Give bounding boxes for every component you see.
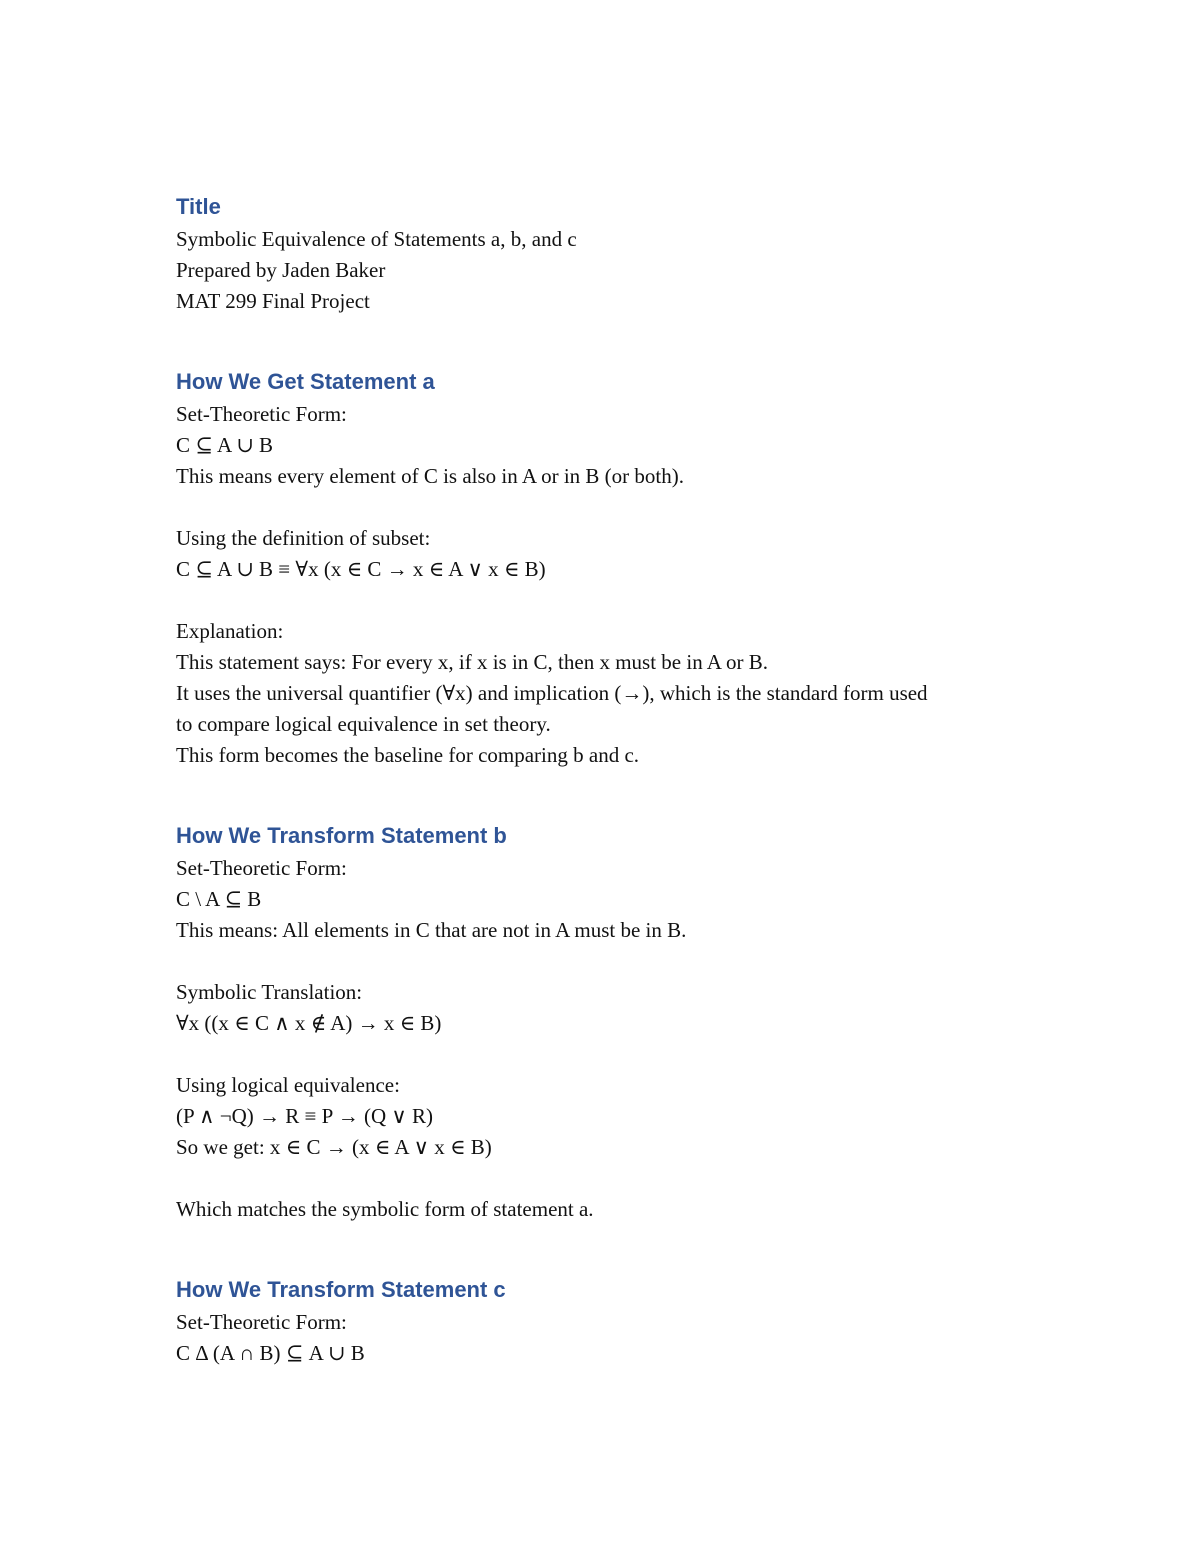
statement-a-line: C ⊆ A ∪ B bbox=[176, 433, 274, 457]
document-page bbox=[176, 190, 1056, 1369]
statement-b-line: Symbolic Translation: bbox=[176, 980, 363, 1004]
statement-a-line: This means every element of C is also in A or in B (or both). bbox=[176, 464, 684, 488]
blank-line bbox=[176, 1163, 1056, 1194]
blank-line bbox=[176, 585, 1056, 616]
document-title: Symbolic Equivalence of Statements a, b, and c bbox=[176, 227, 577, 251]
statement-b-line: Set-Theoretic Form: bbox=[176, 856, 347, 880]
title-heading: Title bbox=[176, 194, 221, 219]
statement-a-line: C ⊆ A ∪ B ≡ ∀x (x ∈ C → x ∈ A ∨ x ∈ B) bbox=[176, 557, 546, 581]
statement-a-line: Using the definition of subset: bbox=[176, 526, 431, 550]
statement-b-line: (P ∧ ¬Q) → R ≡ P → (Q ∨ R) bbox=[176, 1104, 434, 1128]
author-line: Prepared by Jaden Baker bbox=[176, 258, 386, 282]
statement-c-section bbox=[176, 1273, 1056, 1369]
statement-a-line: Explanation: bbox=[176, 619, 284, 643]
statement-c-heading: How We Transform Statement c bbox=[176, 1277, 506, 1302]
statement-a-section bbox=[176, 365, 1056, 771]
statement-c-line: C Δ (A ∩ B) ⊆ A ∪ B bbox=[176, 1341, 365, 1365]
statement-b-section bbox=[176, 819, 1056, 1225]
statement-a-line: It uses the universal quantifier (∀x) and implication (→), which is the standard form used bbox=[176, 681, 928, 705]
course-line: MAT 299 Final Project bbox=[176, 289, 370, 313]
statement-a-line: This form becomes the baseline for comparing b and c. bbox=[176, 743, 640, 767]
blank-line bbox=[176, 492, 1056, 523]
statement-b-line: So we get: x ∈ C → (x ∈ A ∨ x ∈ B) bbox=[176, 1135, 492, 1159]
section-spacer bbox=[176, 1225, 1056, 1273]
statement-b-line: This means: All elements in C that are not in A must be in B. bbox=[176, 918, 687, 942]
statement-b-line: Which matches the symbolic form of statement a. bbox=[176, 1197, 594, 1221]
statement-a-line: to compare logical equivalence in set theory. bbox=[176, 712, 551, 736]
statement-b-line: ∀x ((x ∈ C ∧ x ∉ A) → x ∈ B) bbox=[176, 1011, 442, 1035]
statement-c-line: Set-Theoretic Form: bbox=[176, 1310, 347, 1334]
statement-b-line: Using logical equivalence: bbox=[176, 1073, 400, 1097]
section-spacer bbox=[176, 317, 1056, 365]
statement-a-heading: How We Get Statement a bbox=[176, 369, 435, 394]
blank-line bbox=[176, 946, 1056, 977]
statement-b-line: C \ A ⊆ B bbox=[176, 887, 262, 911]
statement-a-line: Set-Theoretic Form: bbox=[176, 402, 347, 426]
blank-line bbox=[176, 1039, 1056, 1070]
statement-b-heading: How We Transform Statement b bbox=[176, 823, 507, 848]
statement-a-line: This statement says: For every x, if x is in C, then x must be in A or B. bbox=[176, 650, 769, 674]
title-section bbox=[176, 190, 1056, 317]
section-spacer bbox=[176, 771, 1056, 819]
